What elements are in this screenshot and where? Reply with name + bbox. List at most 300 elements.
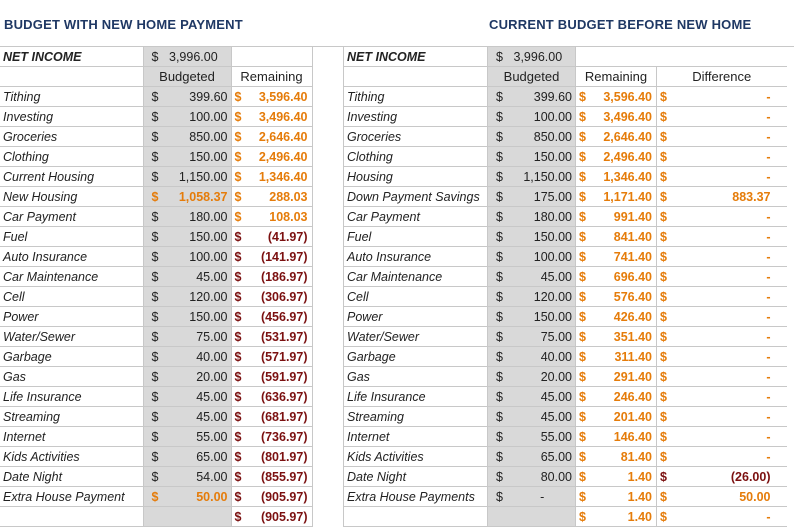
difference-dollar: $ (657, 307, 675, 327)
budget-dollar: $ (488, 147, 510, 167)
remaining-amount[interactable]: 3,496.40 (594, 107, 657, 127)
budgeted-amount[interactable]: 1,150.00 (510, 167, 576, 187)
budgeted-amount[interactable]: 399.60 (165, 87, 231, 107)
remaining-dollar: $ (576, 227, 594, 247)
remaining-amount[interactable]: (141.97) (249, 247, 312, 267)
difference-dollar: $ (657, 427, 675, 447)
budget-dollar: $ (143, 467, 165, 487)
remaining-dollar: $ (231, 347, 249, 367)
budgeted-amount[interactable] (165, 507, 231, 527)
difference-amount[interactable]: - (675, 347, 787, 367)
remaining-dollar: $ (576, 127, 594, 147)
budgeted-amount[interactable]: 54.00 (165, 467, 231, 487)
budgeted-amount[interactable]: 20.00 (165, 367, 231, 387)
remaining-dollar: $ (576, 307, 594, 327)
budget-row-streaming (0, 407, 312, 427)
row-label[interactable]: Power (0, 307, 143, 327)
row-label[interactable]: Car Payment (344, 207, 488, 227)
row-label[interactable] (0, 507, 143, 527)
left-title: BUDGET WITH NEW HOME PAYMENT (4, 17, 243, 32)
budget-dollar: $ (143, 107, 165, 127)
row-label[interactable]: Water/Sewer (344, 327, 488, 347)
remaining-amount[interactable]: 2,496.40 (594, 147, 657, 167)
remaining-dollar: $ (576, 347, 594, 367)
budget-row-blank (0, 507, 312, 527)
remaining-amount[interactable]: 2,496.40 (249, 147, 312, 167)
remaining-amount[interactable]: 246.40 (594, 387, 657, 407)
budget-row-investing (344, 107, 787, 127)
remaining-amount[interactable]: 1.40 (594, 487, 657, 507)
remaining-amount[interactable]: (456.97) (249, 307, 312, 327)
budgeted-amount[interactable]: 175.00 (510, 187, 576, 207)
budgeted-amount[interactable]: 65.00 (165, 447, 231, 467)
budgeted-header[interactable]: Budgeted (488, 67, 576, 87)
budget-dollar: $ (488, 107, 510, 127)
budgeted-amount[interactable]: 100.00 (165, 247, 231, 267)
budget-row-life-insurance (0, 387, 312, 407)
budgeted-amount[interactable]: 100.00 (165, 107, 231, 127)
header-blank (344, 67, 488, 87)
row-label[interactable]: Garbage (0, 347, 143, 367)
remaining-amount[interactable]: (591.97) (249, 367, 312, 387)
remaining-amount[interactable]: (41.97) (249, 227, 312, 247)
remaining-dollar: $ (576, 427, 594, 447)
budget-row-extra-house-payments (344, 487, 787, 507)
difference-amount[interactable]: - (675, 247, 787, 267)
difference-amount[interactable]: - (675, 427, 787, 447)
row-label[interactable]: Current Housing (0, 167, 143, 187)
row-label[interactable]: Extra House Payment (0, 487, 143, 507)
budget-row-new-housing (0, 187, 312, 207)
remaining-amount[interactable]: 2,646.40 (249, 127, 312, 147)
row-label[interactable]: Internet (0, 427, 143, 447)
remaining-amount[interactable]: (571.97) (249, 347, 312, 367)
budgeted-amount[interactable]: 50.00 (165, 487, 231, 507)
remaining-dollar: $ (576, 207, 594, 227)
budgeted-header[interactable]: Budgeted (143, 67, 231, 87)
difference-amount[interactable]: - (675, 227, 787, 247)
budgeted-amount[interactable]: 1,058.37 (165, 187, 231, 207)
difference-dollar: $ (657, 247, 675, 267)
remaining-amount[interactable]: 741.40 (594, 247, 657, 267)
net-income-dollar: $ (488, 47, 510, 67)
remaining-amount[interactable]: (736.97) (249, 427, 312, 447)
budget-row-gas (344, 367, 787, 387)
remaining-amount[interactable]: (905.97) (249, 507, 312, 527)
budget-dollar: $ (143, 447, 165, 467)
remaining-amount[interactable]: 3,596.40 (249, 87, 312, 107)
budget-row-down-payment-savings (344, 187, 787, 207)
budgeted-amount[interactable]: 55.00 (510, 427, 576, 447)
remaining-amount[interactable]: 351.40 (594, 327, 657, 347)
row-label[interactable]: New Housing (0, 187, 143, 207)
budget-dollar: $ (488, 127, 510, 147)
budget-row-extra-house-payment (0, 487, 312, 507)
net-income-row (344, 47, 787, 67)
budget-row-garbage (0, 347, 312, 367)
remaining-amount[interactable]: (186.97) (249, 267, 312, 287)
difference-amount[interactable]: - (675, 307, 787, 327)
difference-dollar: $ (657, 447, 675, 467)
budget-dollar: $ (488, 467, 510, 487)
remaining-amount[interactable]: (905.97) (249, 487, 312, 507)
budgeted-amount[interactable]: 45.00 (510, 407, 576, 427)
budget-row-water-sewer (0, 327, 312, 347)
row-label[interactable]: Date Night (344, 467, 488, 487)
difference-dollar: $ (657, 347, 675, 367)
difference-amount[interactable]: (26.00) (675, 467, 787, 487)
budgeted-amount[interactable]: 40.00 (510, 347, 576, 367)
budget-dollar: $ (488, 427, 510, 447)
budgeted-amount[interactable]: - (510, 487, 576, 507)
difference-amount[interactable]: - (675, 507, 787, 527)
remaining-amount[interactable]: (801.97) (249, 447, 312, 467)
remaining-amount[interactable]: 81.40 (594, 447, 657, 467)
row-label[interactable]: Down Payment Savings (344, 187, 488, 207)
difference-dollar: $ (657, 187, 675, 207)
remaining-dollar: $ (576, 167, 594, 187)
difference-dollar: $ (657, 407, 675, 427)
remaining-amount[interactable]: (681.97) (249, 407, 312, 427)
remaining-dollar: $ (576, 267, 594, 287)
budget-row-internet (0, 427, 312, 447)
remaining-amount[interactable]: (531.97) (249, 327, 312, 347)
row-label[interactable]: Car Maintenance (344, 267, 488, 287)
budget-dollar: $ (488, 87, 510, 107)
row-label[interactable]: Gas (344, 367, 488, 387)
difference-amount[interactable]: 50.00 (675, 487, 787, 507)
remaining-amount[interactable]: 3,596.40 (594, 87, 657, 107)
budgeted-amount[interactable]: 150.00 (510, 307, 576, 327)
remaining-dollar: $ (576, 187, 594, 207)
remaining-header[interactable]: Remaining (231, 67, 312, 87)
difference-dollar: $ (657, 287, 675, 307)
left-budget-table (0, 47, 313, 527)
budget-dollar: $ (143, 407, 165, 427)
net-income-row (0, 47, 312, 67)
difference-dollar: $ (657, 327, 675, 347)
row-label[interactable]: Car Maintenance (0, 267, 143, 287)
budget-dollar: $ (143, 227, 165, 247)
remaining-dollar: $ (231, 107, 249, 127)
budgeted-amount[interactable]: 75.00 (165, 327, 231, 347)
row-label[interactable]: Water/Sewer (0, 327, 143, 347)
budget-dollar: $ (143, 127, 165, 147)
budgeted-amount[interactable]: 150.00 (165, 227, 231, 247)
remaining-amount[interactable]: 841.40 (594, 227, 657, 247)
budgeted-amount[interactable]: 45.00 (165, 267, 231, 287)
remaining-amount[interactable]: 576.40 (594, 287, 657, 307)
budget-row-groceries (344, 127, 787, 147)
budget-row-blank (344, 507, 787, 527)
budget-row-kids-activities (344, 447, 787, 467)
remaining-dollar: $ (231, 447, 249, 467)
row-label[interactable]: Auto Insurance (0, 247, 143, 267)
remaining-amount[interactable]: 288.03 (249, 187, 312, 207)
budget-row-date-night (344, 467, 787, 487)
remaining-amount[interactable]: 201.40 (594, 407, 657, 427)
remaining-amount[interactable]: 311.40 (594, 347, 657, 367)
budgeted-amount[interactable]: 180.00 (510, 207, 576, 227)
budget-row-tithing (0, 87, 312, 107)
remaining-dollar: $ (576, 507, 594, 527)
budgeted-amount[interactable]: 399.60 (510, 87, 576, 107)
row-label[interactable]: Kids Activities (0, 447, 143, 467)
row-label[interactable]: Groceries (344, 127, 488, 147)
remaining-amount[interactable]: 991.40 (594, 207, 657, 227)
budgeted-amount[interactable]: 150.00 (165, 307, 231, 327)
budget-row-cell (0, 287, 312, 307)
budgeted-amount[interactable]: 150.00 (510, 147, 576, 167)
budgeted-amount[interactable]: 180.00 (165, 207, 231, 227)
remaining-dollar: $ (231, 387, 249, 407)
budget-row-clothing (0, 147, 312, 167)
column-header-row (344, 67, 787, 87)
budget-dollar: $ (488, 267, 510, 287)
remaining-dollar: $ (231, 407, 249, 427)
difference-dollar: $ (657, 227, 675, 247)
remaining-amount[interactable]: 696.40 (594, 267, 657, 287)
budgeted-amount[interactable]: 150.00 (165, 147, 231, 167)
budgeted-amount[interactable]: 45.00 (510, 267, 576, 287)
row-label[interactable] (344, 507, 488, 527)
remaining-dollar: $ (231, 227, 249, 247)
remaining-amount[interactable]: (855.97) (249, 467, 312, 487)
budgeted-amount[interactable]: 120.00 (165, 287, 231, 307)
budget-dollar: $ (488, 287, 510, 307)
net-income-label: NET INCOME (344, 47, 488, 67)
remaining-dollar: $ (231, 127, 249, 147)
difference-amount[interactable]: - (675, 287, 787, 307)
remaining-header[interactable]: Remaining (576, 67, 657, 87)
row-label[interactable]: Streaming (344, 407, 488, 427)
difference-amount[interactable]: - (675, 387, 787, 407)
row-label[interactable]: Auto Insurance (344, 247, 488, 267)
budgeted-amount[interactable]: 40.00 (165, 347, 231, 367)
difference-amount[interactable]: - (675, 207, 787, 227)
budget-dollar: $ (143, 387, 165, 407)
budget-row-power (344, 307, 787, 327)
budget-dollar: $ (488, 447, 510, 467)
budget-dollar: $ (488, 347, 510, 367)
row-label[interactable]: Clothing (344, 147, 488, 167)
difference-dollar: $ (657, 467, 675, 487)
budget-dollar: $ (143, 87, 165, 107)
remaining-amount[interactable]: 1,171.40 (594, 187, 657, 207)
row-label[interactable]: Life Insurance (344, 387, 488, 407)
difference-dollar: $ (657, 267, 675, 287)
row-label[interactable]: Kids Activities (344, 447, 488, 467)
net-income-dollar: $ (143, 47, 165, 67)
remaining-dollar: $ (576, 107, 594, 127)
difference-dollar: $ (657, 487, 675, 507)
budget-dollar: $ (488, 307, 510, 327)
row-label[interactable]: Garbage (344, 347, 488, 367)
remaining-dollar: $ (576, 407, 594, 427)
budgeted-amount[interactable]: 45.00 (510, 387, 576, 407)
remaining-amount[interactable]: 426.40 (594, 307, 657, 327)
difference-amount[interactable]: - (675, 447, 787, 467)
budget-row-car-payment (344, 207, 787, 227)
budgeted-amount[interactable]: 100.00 (510, 247, 576, 267)
header-blank (0, 67, 143, 87)
difference-amount[interactable]: - (675, 367, 787, 387)
difference-amount[interactable]: - (675, 87, 787, 107)
budget-row-housing (344, 167, 787, 187)
budgeted-amount[interactable]: 80.00 (510, 467, 576, 487)
budgeted-amount[interactable]: 850.00 (165, 127, 231, 147)
budget-row-fuel (344, 227, 787, 247)
budgeted-amount[interactable]: 45.00 (165, 387, 231, 407)
budget-row-auto-insurance (0, 247, 312, 267)
remaining-dollar: $ (231, 87, 249, 107)
net-income-value[interactable]: 3,996.00 (165, 47, 231, 67)
row-label[interactable]: Car Payment (0, 207, 143, 227)
budgeted-amount[interactable]: 120.00 (510, 287, 576, 307)
remaining-amount[interactable]: 2,646.40 (594, 127, 657, 147)
budgeted-amount[interactable]: 75.00 (510, 327, 576, 347)
budget-dollar: $ (143, 307, 165, 327)
remaining-dollar: $ (231, 167, 249, 187)
difference-amount[interactable]: - (675, 107, 787, 127)
row-label[interactable]: Extra House Payments (344, 487, 488, 507)
budget-dollar: $ (143, 427, 165, 447)
remaining-dollar: $ (231, 267, 249, 287)
remaining-dollar: $ (576, 87, 594, 107)
remaining-dollar: $ (576, 387, 594, 407)
difference-amount[interactable]: 883.37 (675, 187, 787, 207)
row-label[interactable]: Fuel (0, 227, 143, 247)
budget-dollar: $ (143, 267, 165, 287)
budget-dollar (488, 507, 510, 527)
remaining-amount[interactable]: 108.03 (249, 207, 312, 227)
net-income-value[interactable]: 3,996.00 (510, 47, 576, 67)
remaining-dollar: $ (576, 147, 594, 167)
budget-row-car-payment (0, 207, 312, 227)
budgeted-amount[interactable]: 65.00 (510, 447, 576, 467)
remaining-dollar: $ (231, 427, 249, 447)
budget-row-car-maintenance (0, 267, 312, 287)
difference-amount[interactable]: - (675, 127, 787, 147)
remaining-amount[interactable]: (306.97) (249, 287, 312, 307)
remaining-dollar: $ (576, 467, 594, 487)
budget-dollar: $ (488, 207, 510, 227)
budget-row-auto-insurance (344, 247, 787, 267)
remaining-amount[interactable]: 1.40 (594, 507, 657, 527)
budgeted-amount[interactable]: 150.00 (510, 227, 576, 247)
remaining-dollar: $ (576, 487, 594, 507)
budget-row-power (0, 307, 312, 327)
remaining-amount[interactable]: 146.40 (594, 427, 657, 447)
net-income-label: NET INCOME (0, 47, 143, 67)
difference-dollar: $ (657, 507, 675, 527)
budget-row-life-insurance (344, 387, 787, 407)
budgeted-amount[interactable]: 850.00 (510, 127, 576, 147)
remaining-dollar: $ (231, 327, 249, 347)
budget-row-date-night (0, 467, 312, 487)
difference-amount[interactable]: - (675, 407, 787, 427)
difference-dollar: $ (657, 127, 675, 147)
budget-dollar: $ (143, 327, 165, 347)
difference-header[interactable]: Difference (657, 67, 787, 87)
remaining-dollar: $ (576, 247, 594, 267)
budget-dollar: $ (143, 207, 165, 227)
difference-amount[interactable]: - (675, 147, 787, 167)
budget-dollar: $ (143, 367, 165, 387)
remaining-dollar: $ (231, 147, 249, 167)
budgeted-amount[interactable] (510, 507, 576, 527)
remaining-amount[interactable]: (636.97) (249, 387, 312, 407)
remaining-amount[interactable]: 1.40 (594, 467, 657, 487)
remaining-dollar: $ (231, 287, 249, 307)
budget-row-tithing (344, 87, 787, 107)
remaining-amount[interactable]: 1,346.40 (594, 167, 657, 187)
row-label[interactable]: Power (344, 307, 488, 327)
budget-row-gas (0, 367, 312, 387)
budget-dollar: $ (143, 487, 165, 507)
budgeted-amount[interactable]: 1,150.00 (165, 167, 231, 187)
row-label[interactable]: Housing (344, 167, 488, 187)
budget-row-groceries (0, 127, 312, 147)
budget-dollar: $ (143, 287, 165, 307)
row-label[interactable]: Streaming (0, 407, 143, 427)
budget-dollar: $ (488, 407, 510, 427)
row-label[interactable]: Tithing (344, 87, 488, 107)
budgeted-amount[interactable]: 55.00 (165, 427, 231, 447)
difference-dollar: $ (657, 167, 675, 187)
column-header-row (0, 67, 312, 87)
budgeted-amount[interactable]: 100.00 (510, 107, 576, 127)
row-label[interactable]: Investing (344, 107, 488, 127)
budgeted-amount[interactable]: 20.00 (510, 367, 576, 387)
remaining-dollar: $ (231, 467, 249, 487)
budgeted-amount[interactable]: 45.00 (165, 407, 231, 427)
row-label[interactable]: Cell (0, 287, 143, 307)
budget-dollar (143, 507, 165, 527)
remaining-dollar: $ (576, 327, 594, 347)
remaining-amount[interactable]: 3,496.40 (249, 107, 312, 127)
row-label[interactable]: Groceries (0, 127, 143, 147)
row-label[interactable]: Cell (344, 287, 488, 307)
remaining-dollar: $ (231, 367, 249, 387)
difference-dollar: $ (657, 367, 675, 387)
right-title: CURRENT BUDGET BEFORE NEW HOME (489, 17, 752, 32)
remaining-amount[interactable]: 1,346.40 (249, 167, 312, 187)
row-label[interactable]: Investing (0, 107, 143, 127)
row-label[interactable]: Internet (344, 427, 488, 447)
row-label[interactable]: Fuel (344, 227, 488, 247)
difference-dollar: $ (657, 107, 675, 127)
budget-row-garbage (344, 347, 787, 367)
budget-dollar: $ (488, 387, 510, 407)
difference-dollar: $ (657, 87, 675, 107)
budget-row-cell (344, 287, 787, 307)
row-label[interactable]: Date Night (0, 467, 143, 487)
budget-row-water-sewer (344, 327, 787, 347)
right-budget-table (343, 47, 787, 527)
remaining-dollar: $ (576, 367, 594, 387)
budget-dollar: $ (488, 227, 510, 247)
difference-amount[interactable]: - (675, 327, 787, 347)
row-label[interactable]: Clothing (0, 147, 143, 167)
budget-row-kids-activities (0, 447, 312, 467)
difference-amount[interactable]: - (675, 267, 787, 287)
difference-amount[interactable]: - (675, 167, 787, 187)
row-label[interactable]: Gas (0, 367, 143, 387)
row-label[interactable]: Life Insurance (0, 387, 143, 407)
remaining-amount[interactable]: 291.40 (594, 367, 657, 387)
row-label[interactable]: Tithing (0, 87, 143, 107)
